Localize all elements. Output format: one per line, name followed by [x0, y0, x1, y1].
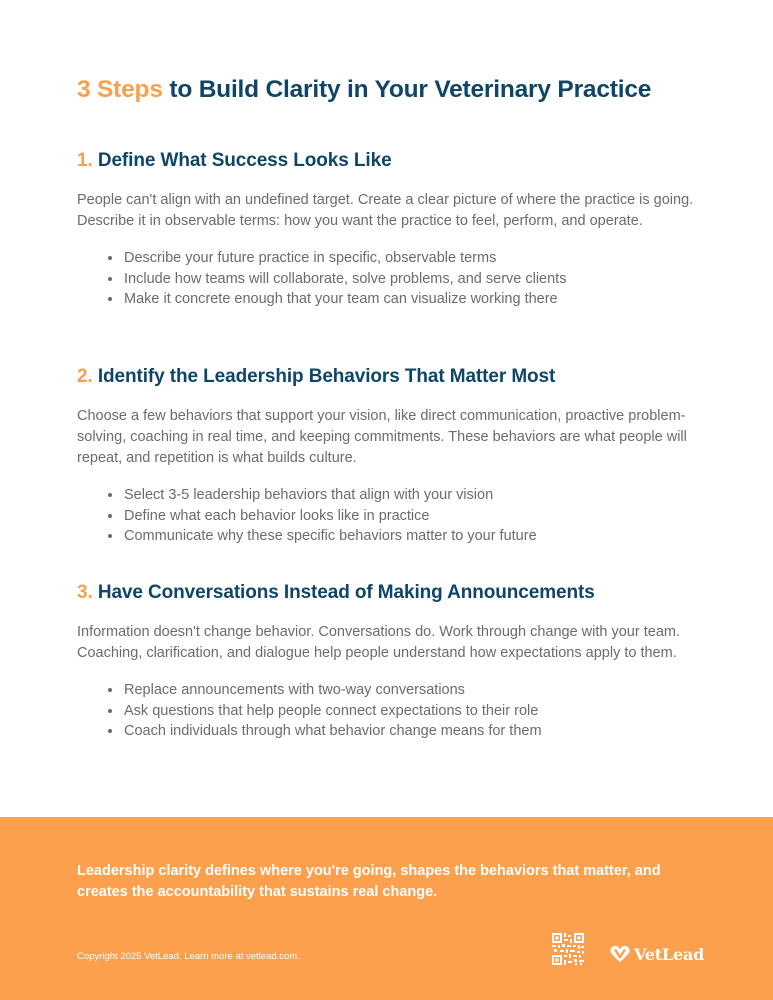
vetlead-heart-logo-icon [609, 943, 631, 965]
page-title-accent: 3 Steps [77, 76, 163, 103]
bullet-text: Ask questions that help people connect expectations to their role [124, 702, 539, 719]
bullet-dot [108, 493, 112, 497]
bullet-item [107, 701, 697, 722]
section-title: Define What Success Looks Like [92, 150, 392, 171]
bullet-item [107, 506, 697, 527]
bullet-dot [108, 709, 112, 713]
bullet-dot [108, 514, 112, 518]
bullet-dot [108, 297, 112, 301]
bullet-dot [108, 729, 112, 733]
section-title: Have Conversations Instead of Making Announcements [92, 582, 595, 603]
section-heading [77, 364, 697, 390]
section-body: People can't align with an undefined target. Create a clear picture of where the practice is going. Describe it in observable terms: how you want the practice to feel, perform, and operate. [77, 192, 694, 229]
footer-tagline: Leadership clarity defines where you're going, shapes the behaviors that matter, and creates the accountability that sustains real change. [77, 863, 661, 900]
bullet-item [107, 680, 697, 701]
section-title: Identify the Leadership Behaviors That Matter Most [92, 366, 556, 387]
section-number: 1. [77, 150, 93, 171]
bullet-list [77, 248, 697, 310]
section-heading [77, 580, 697, 606]
section-body: Choose a few behaviors that support your vision, like direct communication, proactive problem-solving, coaching in real time, and keeping commitments. These behaviors are what people will repeat, and repetition is what builds culture. [77, 408, 687, 466]
bullet-item [107, 248, 697, 269]
logo-text: VetLead [634, 944, 705, 964]
bullet-item [107, 721, 697, 742]
section-number: 3. [77, 582, 93, 603]
section-3 [77, 580, 697, 742]
bullet-dot [108, 256, 112, 260]
vetlead-logo[interactable] [609, 941, 704, 967]
bullet-text: Make it concrete enough that your team can visualize working there [124, 291, 558, 307]
footer-banner [0, 817, 773, 1000]
bullet-text: Replace announcements with two-way conversations [124, 682, 465, 698]
bullet-item [107, 269, 697, 290]
copyright-text: Copyright 2025 VetLead. Learn more at vetlead.com. [77, 951, 300, 962]
bullet-list [77, 485, 697, 547]
bullet-item [107, 289, 697, 310]
bullet-text: Define what each behavior looks like in practice [124, 507, 430, 524]
bullet-dot [108, 534, 112, 538]
section-number: 2. [77, 366, 93, 387]
bullet-dot [108, 277, 112, 281]
section-1 [77, 148, 697, 310]
document-content [77, 74, 697, 739]
bullet-text: Coach individuals through what behavior change means for them [124, 723, 542, 739]
bullet-item [107, 485, 697, 506]
page-title-rest: to Build Clarity in Your Veterinary Practice [162, 76, 652, 103]
bullet-dot [108, 688, 112, 692]
bullet-list [77, 680, 697, 742]
bullet-text: Include how teams will collaborate, solve problems, and serve clients [124, 270, 567, 287]
bullet-text: Communicate why these specific behaviors matter to your future [124, 528, 537, 544]
section-body: Information doesn't change behavior. Conversations do. Work through change with your team. Coaching, clarification, and dialogue help people understand how expectations apply to them. [77, 624, 680, 661]
bullet-text: Describe your future practice in specific, observable terms [124, 250, 497, 266]
section-2 [77, 364, 697, 547]
page-title [77, 74, 697, 106]
qr-code-icon[interactable] [552, 933, 584, 965]
bullet-text: Select 3-5 leadership behaviors that align with your vision [124, 487, 494, 503]
section-heading [77, 148, 697, 174]
bullet-item [107, 526, 697, 547]
